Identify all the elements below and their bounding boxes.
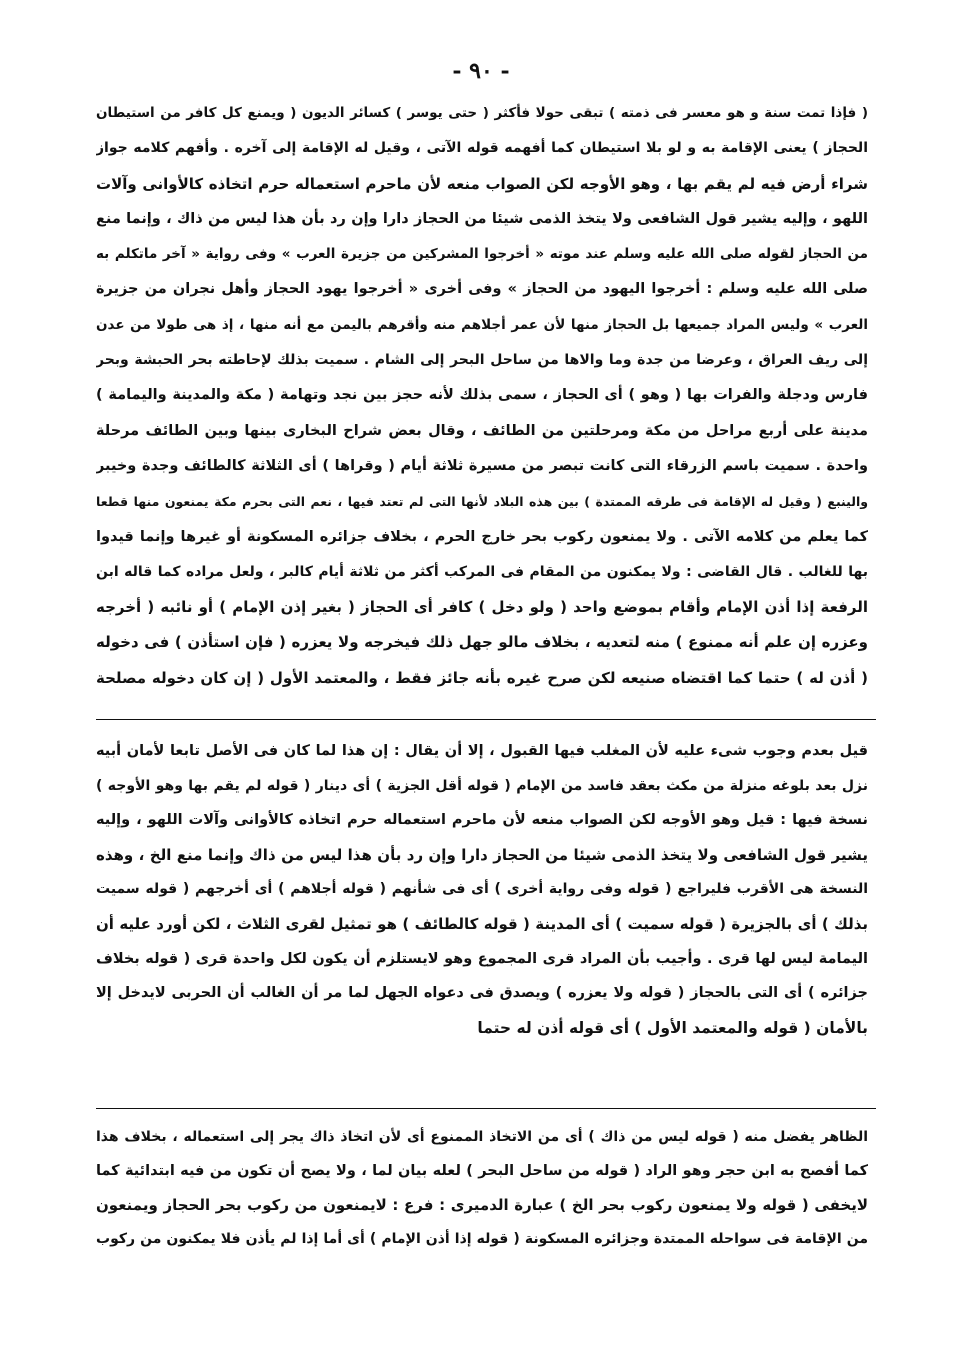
main-text-line: شراء أرض فيه لم يقم بها ، وهو الأوجه لكن الصواب منعه لأن ماحرم استعماله حرم اتخاذه كالأوانى وآلات	[96, 174, 868, 193]
footnote-line: نسخة فيها : قيل وهو الأوجه لكن الصواب منعه لأن ماحرم استعماله حرم اتخاذه كالأوانى وآلات اللهو ، وإليه	[96, 812, 868, 829]
main-text	[96, 96, 868, 696]
footnote-line: يشير قول الشافعى ولا يتخذ الذمى شيئا من الحجاز دارا وإن رد بأن هذا ليس من ذاك وإنما منع الخ ، وهذه	[96, 845, 868, 864]
main-text-line: وعزره إن علم أنه ممنوع ) منه لتعديه ، بخلاف مالو جهل ذلك فيخرجه ولا يعزره ( فإن استأذن ) فى دخوله	[96, 633, 868, 652]
main-text-line: الحجاز ) يعنى الإقامة به و لو بلا استيطان كما أفهمه قوله الآتى ، وقيل له الإقامة إلى آخره . وأفهم كلامه جواز	[96, 140, 868, 157]
footnote-divider	[96, 1108, 876, 1109]
main-text-line: اللهو ، وإليه يشير قول الشافعى ولا يتخذ الذمى شيئا من الحجاز دارا وإن رد بأن هذا ليس من ذاك ، وإنما منع	[96, 210, 868, 227]
main-text-line: ( أذن له ) حتما كما اقتضاه صنيعه لكن صرح غيره بأنه جائز فقط ، والمعتمد الأول ( إن كان دخوله مصلحة	[96, 668, 868, 687]
footnote-line: الظاهر يفضل منه ( قوله ليس من ذاك ) أى من الاتخاذ الممنوع أى لأن اتخاذ ذاك يجر إلى استعماله ، بخلاف هذا	[96, 1129, 868, 1145]
footnote-line: جزائره ) أى التى بالحجاز ( قوله ولا يعزره ) ويصدق فى دعواه الجهل لما مر أن الغالب أن الحربى لايدخل إلا	[96, 985, 868, 1002]
footnote-line: بذلك ) أى بالجزيرة ( قوله سميت ) أى المدينة ( قوله كالطائف ) هو تمثيل لقرى الثلاث ، لكن أورد عليه أن	[96, 914, 868, 933]
footnote-line: بالأمان ( قوله والمعتمد الأول ) أى قوله أذن له حتما	[477, 1018, 868, 1037]
main-text-line: واحدة . سميت باسم الزرقاء التى كانت تبصر من مسيرة ثلاثة أيام ( وقراها ) أى الثلاثة كالطائف وجدة وخيبر	[96, 457, 868, 474]
footnote-line: نزل بعد بلوغه منزلة من مكث بعقد فاسد من الإمام ( قوله أقل الجزية ) أى دينار ( قوله لم يقم بها وهو الأوجه )	[96, 777, 868, 794]
footnote-line: كما أفصح به ابن حجر وهو الراد ( قوله من ساحل البحر ) لعله بيان لما ، ولا يصح أن تكون من فيه ابتدائية كما	[96, 1163, 868, 1179]
main-text-line: إلى ريف العراق ، وعرضا من جدة وما والاها من ساحل البحر إلى الشام . سميت بذلك لإحاطته بحر الحبشة وبحر	[96, 352, 868, 369]
footnote-gloss	[96, 1120, 868, 1256]
page-number: - ٩٠ -	[452, 58, 510, 84]
footnote-commentary	[96, 734, 868, 1045]
main-text-line: الرفعة إذا أذن الإمام وأقام بموضع واحد ( ولو دخل ) كافر أى الحجاز ( بغير إذن الإمام ) أو نائبه ( أخرجه	[96, 598, 868, 617]
footnote-line: اليمامة ليس لها قرى . وأجيب بأن المراد قرى المجموع وهو لايستلزم أن يكون لكل واحدة قرى ( قوله بخلاف	[96, 950, 868, 967]
main-text-line: كما يعلم من كلامه الآتى . ولا يمنعون ركوب بحر خارج الحرم ، بخلاف جزائره المسكونة أو غيرها وإنما قيدوا	[96, 528, 868, 545]
footnote-line: من الإقامة فى سواحله الممتدة وجزائره المسكونة ( قوله إذا أذن الإمام ) أى أما إذا لم يأذن فلا يمكنون من ركوب	[96, 1231, 868, 1247]
main-text-line: مدينة على أربع مراحل من مكة ومرحلتين من الطائف ، وقال بعض شراح البخارى بينها وبين الطائف مرحلة	[96, 422, 868, 439]
main-text-line: صلى الله عليه وسلم : أخرجوا اليهود من الحجاز » وفى أخرى « أخرجوا يهود الحجاز وأهل نجران من جزيرة	[96, 281, 868, 298]
footnote-line: لايخفى ( قوله ولا يمنعون ركوب بحر الخ ) عبارة الدميرى : فرع : لايمنعون من ركوب بحر الحجاز ويمنعون	[96, 1196, 868, 1214]
main-text-line: فارس ودجلة والفرات بها ( وهو ) أى الحجاز ، سمى بذلك لأنه حجز بين نجد وتهامة ( مكة والمدينة واليمامة )	[96, 387, 868, 404]
main-text-line: بها للغالب . قال القاضى : ولا يمكنون من المقام فى المركب أكثر من ثلاثة أيام كالبر ، ولعل مراده كما قاله ابن	[96, 563, 868, 580]
main-text-line: والينبع ( وقيل له الإقامة فى طرقه الممتدة ) بين هذه البلاد لأنها التى لم تعتد فيها ، نعم التى بحرم مكة يمنعون منها قطعا	[96, 494, 868, 510]
footnote-line: النسخة هى الأقرب فليراجع ( قوله وفى رواية أخرى ) أى فى شأنهم ( قوله أجلاهم ) أى أخرجهم ( قوله سميت	[96, 881, 868, 898]
main-text-line: العرب » وليس المراد جميعها بل الحجاز منها لأن عمر أجلاهم منه وأقرهم باليمن مع أنه منها ، إذ هى طولا من عدن	[96, 316, 868, 333]
main-text-line: من الحجاز لقوله صلى الله عليه وسلم عند موته « أخرجوا المشركين من جزيرة العرب » وفى رواية « آخر ماتكلم به	[96, 246, 868, 263]
footnote-line: قيل بعدم وجوب شىء عليه لأن المغلب فيها القبول ، إلا أن يقال : إن هذا لما كان فى الأصل تابعا لأمان أبيه	[96, 743, 868, 759]
main-text-line: ( فإذا تمت سنة و هو معسر فى ذمته ) تبقى حولا فأكثر ( حتى يوسر ) كسائر الديون ( ويمنع كل كافر من استيطان	[96, 105, 868, 121]
footnote-divider	[96, 719, 876, 720]
